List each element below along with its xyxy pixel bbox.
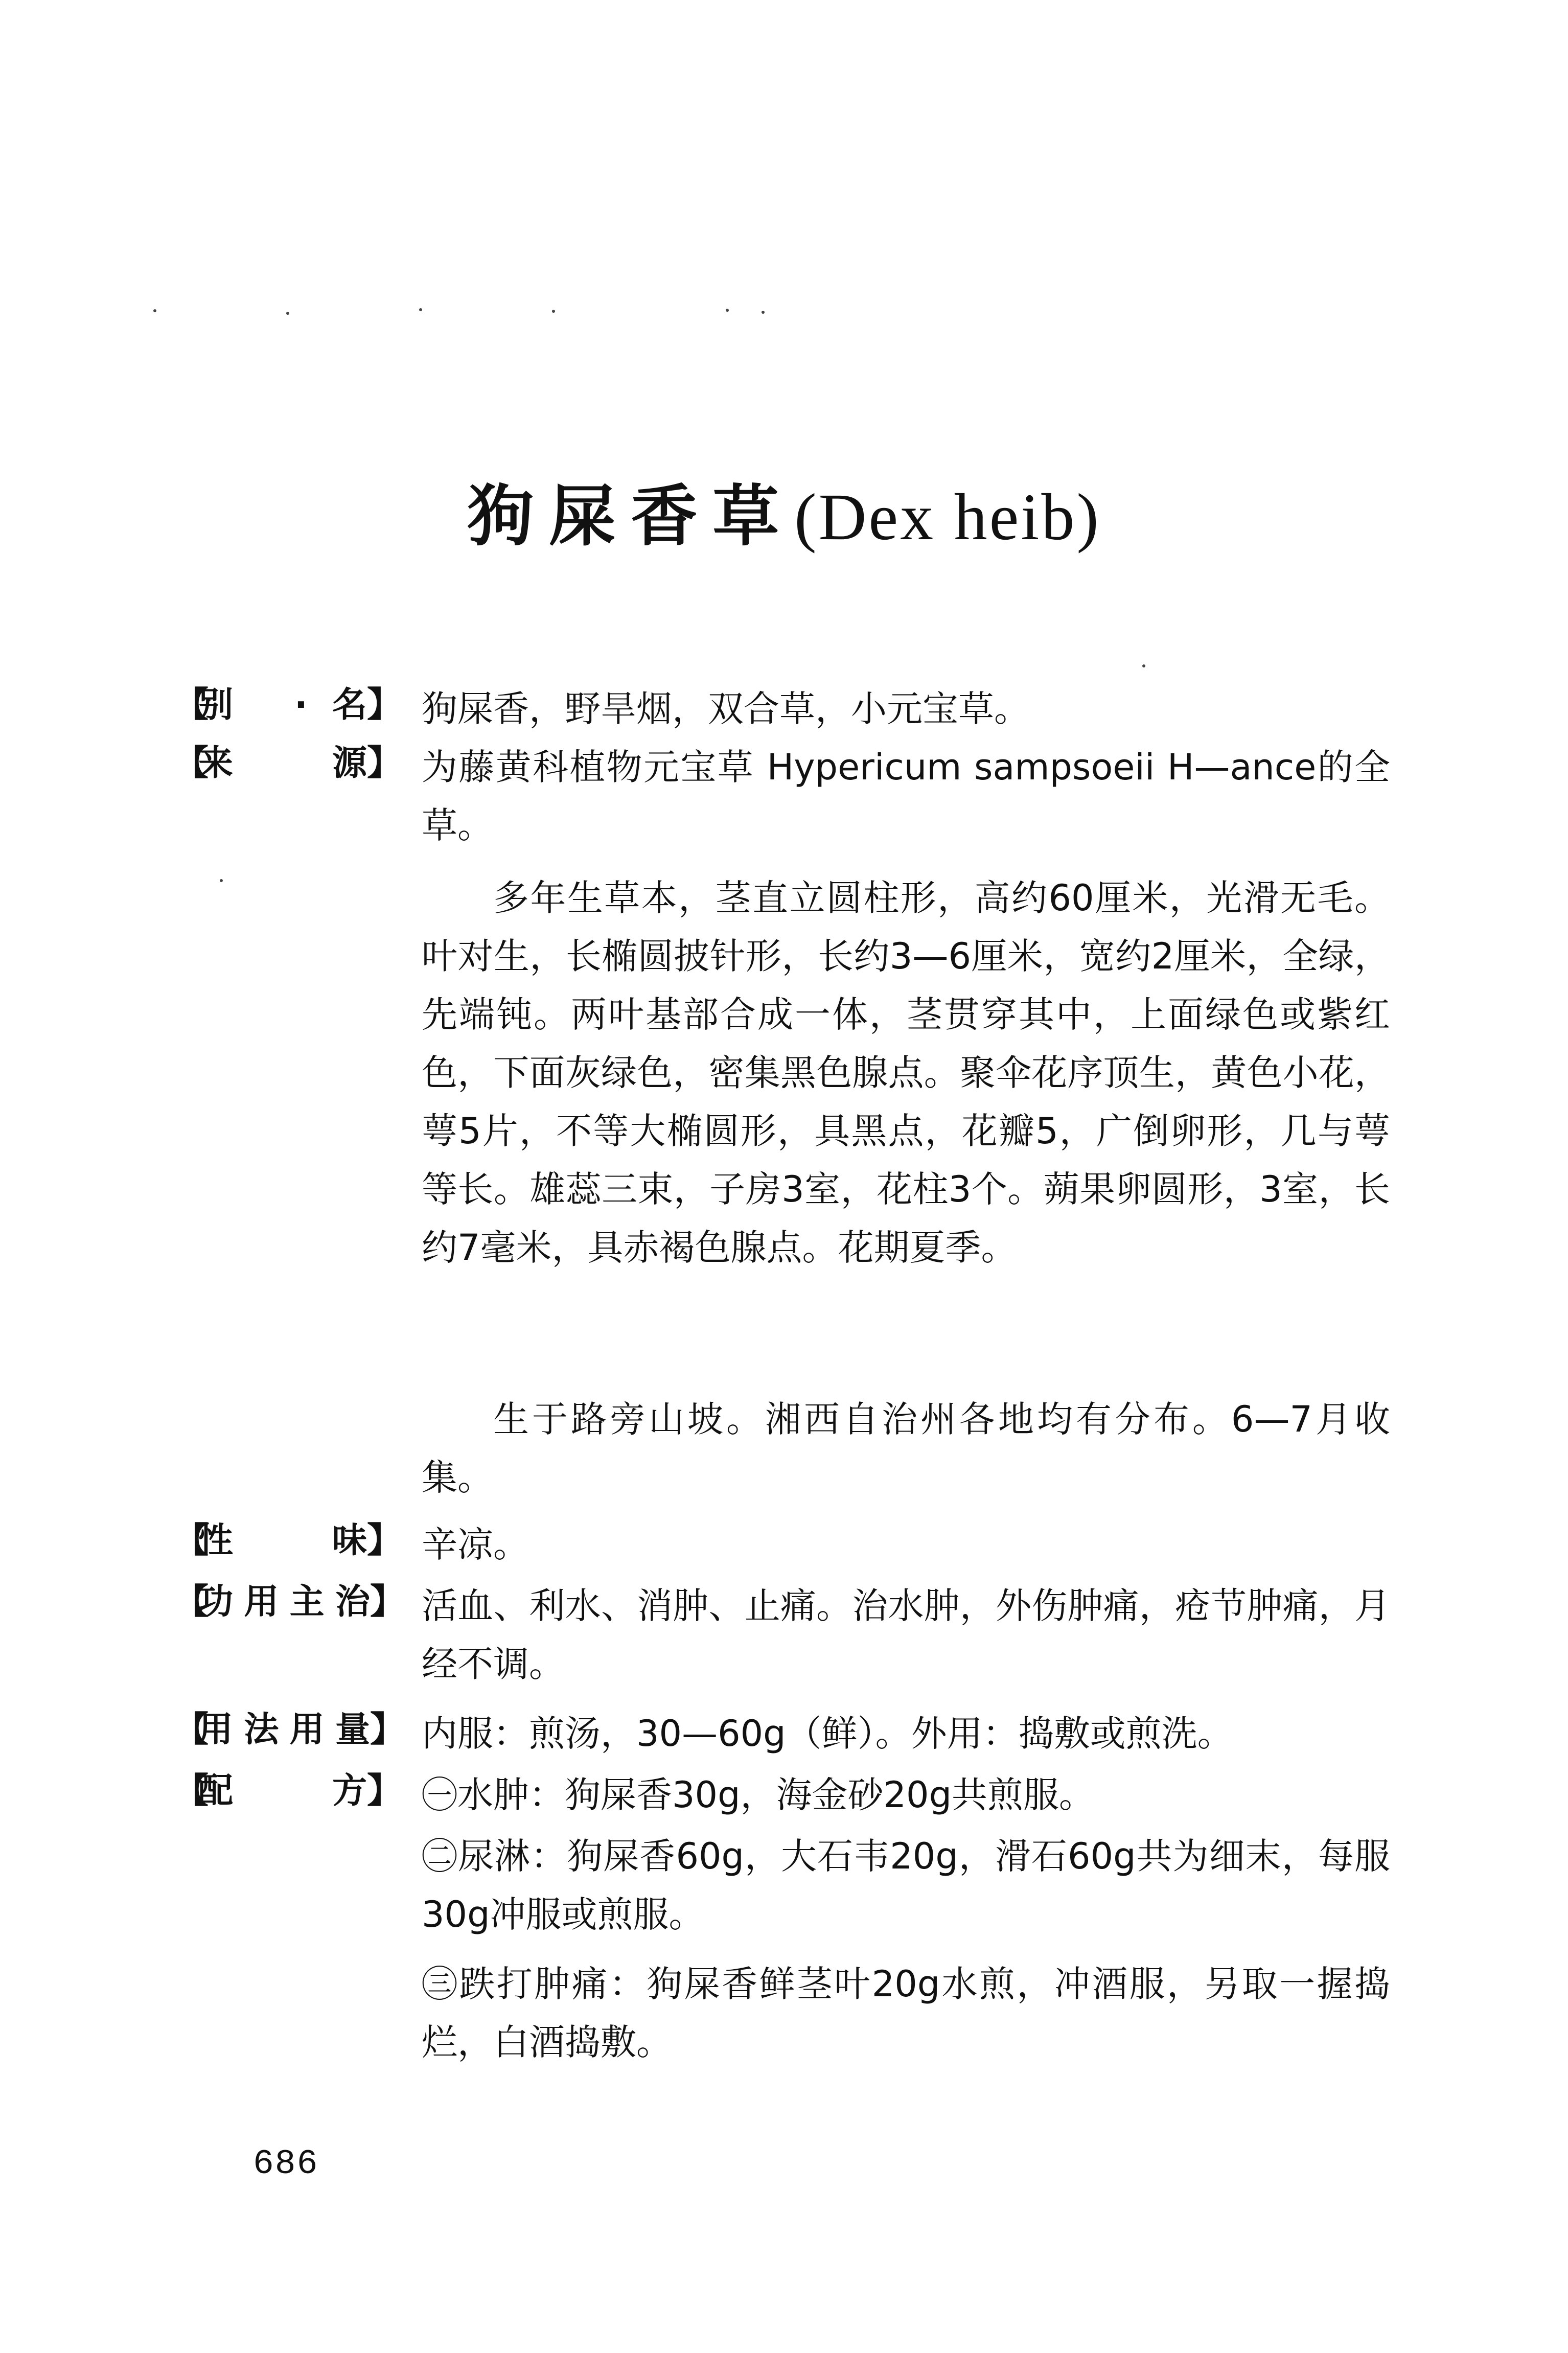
title-chinese: 狗屎香草 bbox=[467, 477, 795, 555]
scan-speck bbox=[552, 310, 555, 313]
scan-speck bbox=[762, 311, 765, 314]
entry-label-text: 来 源 bbox=[198, 743, 367, 783]
entry-label-text: 配 方 bbox=[198, 1771, 367, 1811]
scan-speck bbox=[286, 312, 289, 315]
page-title bbox=[0, 475, 1568, 558]
entry-label: 【配 方】 bbox=[174, 1766, 419, 1817]
description-paragraph: 多年生草本，茎直立圆柱形，高约60厘米，光滑无毛。叶对生，长椭圆披针形，长约3—6厘米，宽约2厘米，全绿，先端钝。两叶基部合成一体，茎贯穿其中，上面绿色或紫红色，下面灰绿色，密集黑色腺点。聚伞花序顶生，黄色小花，萼5片，不等大椭圆形，具黑点，花瓣5，广倒卵形，几与萼等长。雄蕊三束，子房3室，花柱3个。蒴果卵圆形，3室，长约7毫米，具赤褐色腺点。花期夏季。 bbox=[422, 877, 1390, 1268]
entry-text: 活血、利水、消肿、止痛。治水肿，外伤肿痛，疮节肿痛，月经不调。 bbox=[422, 1585, 1390, 1685]
title-latin: (Dex heib) bbox=[794, 480, 1101, 554]
entry-text: 狗屎香，野旱烟，双合草，小元宝草。 bbox=[422, 688, 1030, 730]
prescription-item: ㊁尿淋：狗屎香60g，大石韦20g，滑石60g共为细末，每服30g冲服或煎服。 bbox=[422, 1835, 1390, 1935]
scan-speck bbox=[419, 308, 422, 311]
habitat-paragraph: 生于路旁山坡。湘西自治州各地均有分布。6—7月收集。 bbox=[422, 1398, 1390, 1498]
prescription-item: ㊂跌打肿痛：狗屎香鲜茎叶20g水煎，冲酒服，另取一握捣烂，白酒捣敷。 bbox=[422, 1963, 1390, 2063]
entry-text: 为藤黄科植物元宝草 Hypericum sampsoeii H—ance的全草。 bbox=[422, 746, 1390, 846]
entry-label: 【来 源】 bbox=[174, 738, 419, 789]
scan-speck bbox=[220, 879, 223, 882]
entry-label: 【功用主治】 bbox=[174, 1577, 419, 1628]
scan-speck bbox=[726, 309, 729, 312]
entry-label-text: 用法用量 bbox=[198, 1710, 370, 1750]
entry-label: 【别 ·名】 bbox=[174, 680, 419, 731]
entry-text: 辛凉。 bbox=[422, 1524, 529, 1565]
scan-speck bbox=[1142, 664, 1145, 667]
page-number: 686 bbox=[253, 2144, 319, 2184]
entry-label: 【性 味】 bbox=[174, 1515, 419, 1566]
entry-label-text: 别 ·名 bbox=[198, 685, 367, 725]
entry-text: 内服：煎汤，30—60g（鲜）。外用：捣敷或煎洗。 bbox=[422, 1713, 1233, 1755]
entry-label-text: 功用主治 bbox=[198, 1582, 370, 1622]
entry-label-text: 性 味 bbox=[198, 1520, 367, 1561]
prescription-item: ㊀水肿：狗屎香30g，海金砂20g共煎服。 bbox=[422, 1774, 1095, 1816]
entry-label: 【用法用量】 bbox=[174, 1704, 419, 1756]
scan-speck bbox=[153, 309, 156, 312]
